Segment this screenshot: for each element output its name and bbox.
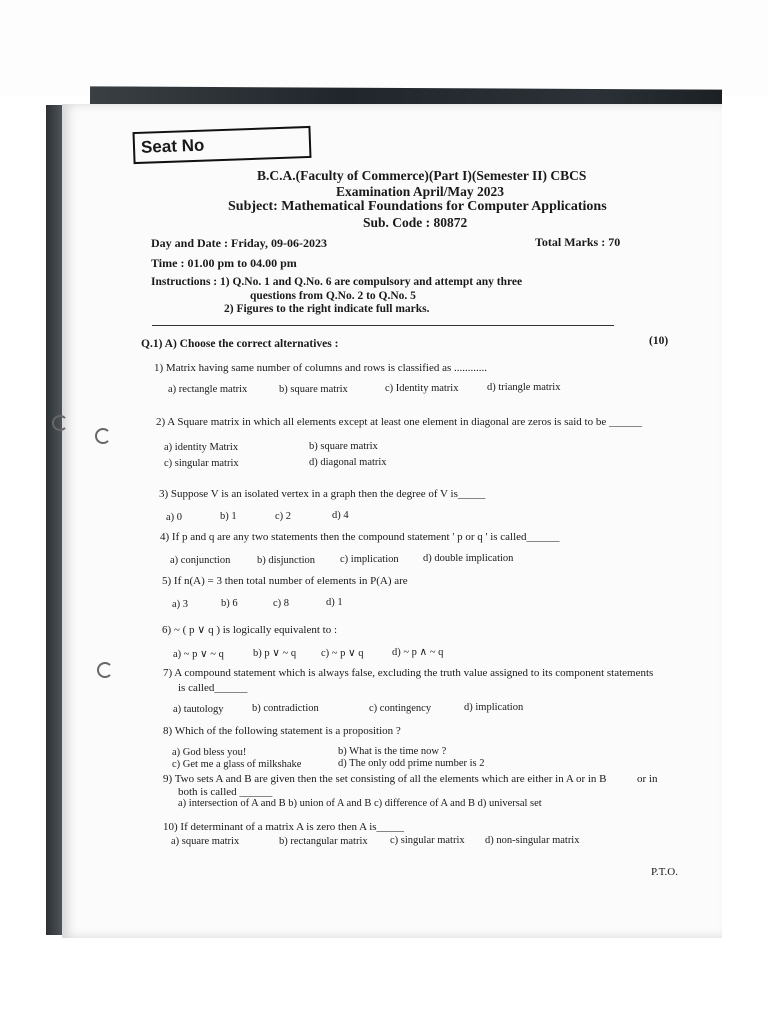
section-marks: (10) [649, 335, 669, 347]
q3-option-c: c) 2 [275, 511, 292, 522]
q1-option-d: d) triangle matrix [487, 382, 561, 393]
q2-option-b: b) square matrix [309, 441, 378, 452]
q10-option-c: c) singular matrix [390, 835, 465, 846]
question-7-cont: is called______ [178, 682, 248, 694]
question-9: 9) Two sets A and B are given then the set consisting of all the elements which are either in A or in B [163, 773, 607, 785]
q6-option-c: c) ~ p ∨ q [321, 648, 364, 659]
q5-option-b: b) 6 [221, 598, 238, 609]
q7-option-d: d) implication [464, 702, 524, 713]
q1-option-a: a) rectangle matrix [168, 384, 248, 395]
header-line-1: B.C.A.(Faculty of Commerce)(Part I)(Semester II) CBCS [257, 168, 587, 183]
exam-time: Time : 01.00 pm to 04.00 pm [151, 256, 297, 270]
q4-option-c: c) implication [340, 554, 399, 565]
question-7: 7) A compound statement which is always false, excluding the truth value assigned to its component statements [163, 667, 654, 679]
q5-option-a: a) 3 [172, 599, 189, 610]
instructions-1-cont: questions from Q.No. 2 to Q.No. 5 [250, 290, 416, 302]
photo-background [0, 0, 768, 95]
question-10: 10) If determinant of a matrix A is zero then A is_____ [163, 821, 405, 833]
question-2: 2) A Square matrix in which all elements except at least one element in diagonal are zeros is said to be ______ [156, 416, 642, 428]
q4-option-a: a) conjunction [170, 555, 231, 566]
divider [152, 325, 614, 326]
subject-title: Subject: Mathematical Foundations for Computer Applications [228, 199, 607, 214]
q10-option-d: d) non-singular matrix [485, 835, 580, 846]
q2-option-c: c) singular matrix [164, 458, 239, 469]
day-date: Day and Date : Friday, 09-06-2023 [151, 236, 327, 250]
q6-option-b: b) p ∨ ~ q [253, 648, 297, 659]
q7-option-a: a) tautology [173, 704, 224, 715]
question-5: 5) If n(A) = 3 then total number of elements in P(A) are [162, 575, 408, 587]
q7-option-c: c) contingency [369, 703, 432, 714]
q2-option-d: d) diagonal matrix [309, 457, 387, 468]
punch-hole-mark [95, 428, 111, 444]
instructions-2: 2) Figures to the right indicate full marks. [224, 303, 430, 315]
question-3: 3) Suppose V is an isolated vertex in a graph then the degree of V is_____ [159, 488, 486, 500]
question-4: 4) If p and q are any two statements then the compound statement ' p or q ' is called______ [160, 531, 560, 543]
q1-option-c: c) Identity matrix [385, 383, 459, 394]
total-marks: Total Marks : 70 [535, 235, 621, 249]
q8-option-c: c) Get me a glass of milkshake [172, 759, 302, 770]
question-9-or: or in [637, 773, 658, 785]
q5-option-d: d) 1 [326, 597, 343, 608]
q9-options: a) intersection of A and B b) union of A and B c) difference of A and B d) universal set [178, 798, 542, 809]
punch-hole-mark [52, 415, 68, 431]
q3-option-b: b) 1 [220, 511, 237, 522]
q3-option-d: d) 4 [332, 510, 349, 521]
q4-option-b: b) disjunction [257, 555, 316, 566]
q8-option-b: b) What is the time now ? [338, 746, 447, 757]
question-9-cont: both is called ______ [178, 786, 273, 798]
q4-option-d: d) double implication [423, 553, 514, 564]
q3-option-a: a) 0 [166, 512, 183, 523]
q8-option-a: a) God bless you! [172, 747, 247, 758]
question-1: 1) Matrix having same number of columns and rows is classified as ............ [154, 362, 487, 374]
page-turn-over: P.T.O. [651, 866, 678, 878]
instructions-1: Instructions : 1) Q.No. 1 and Q.No. 6 are compulsory and attempt any three [151, 276, 523, 288]
sub-code: Sub. Code : 80872 [363, 215, 468, 230]
q5-option-c: c) 8 [273, 598, 290, 609]
q8-option-d: d) The only odd prime number is 2 [338, 758, 485, 769]
q10-option-b: b) rectangular matrix [279, 836, 368, 847]
seat-no-box: Seat No [132, 126, 311, 164]
question-6: 6) ~ ( p ∨ q ) is logically equivalent to : [162, 624, 337, 636]
q10-option-a: a) square matrix [171, 836, 240, 847]
q6-option-d: d) ~ p ∧ ~ q [392, 647, 444, 658]
punch-hole-mark [97, 662, 113, 678]
question-8: 8) Which of the following statement is a proposition ? [163, 725, 401, 737]
header-line-2: Examination April/May 2023 [336, 184, 505, 199]
q6-option-a: a) ~ p ∨ ~ q [173, 649, 224, 660]
q7-option-b: b) contradiction [252, 703, 319, 714]
section-title: Q.1) A) Choose the correct alternatives : [141, 338, 339, 350]
q2-option-a: a) identity Matrix [164, 442, 239, 453]
q1-option-b: b) square matrix [279, 384, 348, 395]
